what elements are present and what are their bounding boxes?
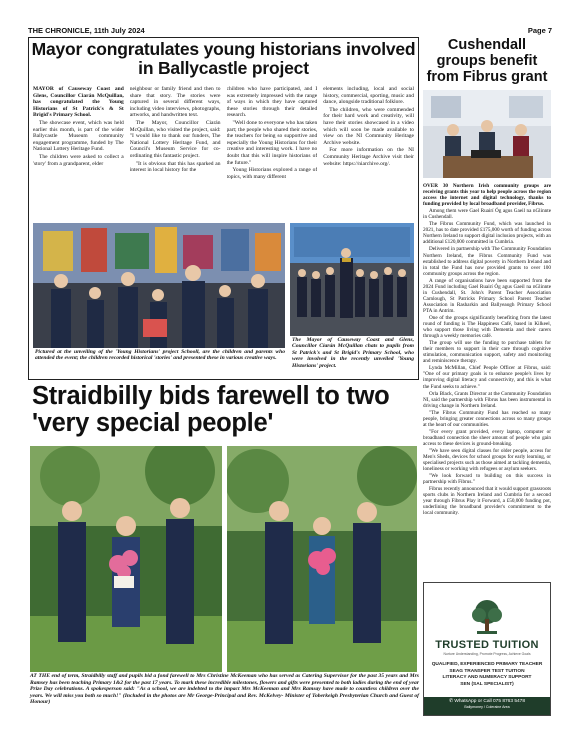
photo-farewell-right-image [227, 446, 417, 672]
advert-trusted-tuition [423, 582, 551, 716]
ad-tagline: Nurture Understanding, Promote Progress, Achieve Goals [443, 652, 531, 656]
paragraph: "Well done to everyone who has taken part; the people who shared their stories, the teachers for being so supportive and especially the Young Historians for their creative and interesting work. I have no doubt that this will inspire historians of the future." [226, 119, 318, 166]
photo-mayor-with-pupils [290, 223, 414, 336]
story-straidbilly [28, 383, 419, 718]
paragraph: Among them were Gael Ruairí Óg agus Gaeil na nGlinnte in Cushendall. [423, 208, 551, 221]
paragraph: "We look forward to building on this success in partnership with Fibrus." [423, 473, 551, 486]
photo-fibrus-grant-image [423, 90, 551, 178]
headline-mayor: Mayor congratulates young historians involved in Ballycastle project [31, 39, 416, 78]
paragraph: Young Historians explored a range of topics, with many different [226, 167, 318, 180]
ad-contact-bar [424, 697, 550, 715]
caption-straidbilly: AT THE end of term, Straidbilly staff and pupils bid a fond farewell to Mrs Christine McKeeman who has served as Catering Supervisor for the past 35 years and Mrs Ramsey has been teaching Primary 1&2 for the past 17 years. To mark these incredible milestones, flowers and gifts were presented to both ladies during the end of year Prize Day celebrations. A spokesperson said: "As a school, we are indebted to the impact Mrs McKeeman and Mrs Ramsay have made to countless children over the years. We will miss you both so much!" (Included in the photos are Mr George-Principal and Rev. McKelvey- Minister of Toberkeigh Presbyterian Church and Guest of Honour) [30, 673, 419, 705]
ad-line-seag: SEAG TRANSFER TEST TUITION [449, 668, 525, 674]
paragraph: The Mayor, Councillor Ciarán McQuillan, who visited the project, said: "I would like to thank our funders, The National Lottery Heritage Fund, and Council's Museum Service for co-ordinating this fantastic project. [129, 119, 221, 159]
photo-fibrus-grant [423, 90, 551, 178]
ad-contact-row [424, 699, 550, 704]
photo-farewell-left [30, 446, 222, 672]
whatsapp-icon: ✆ [448, 699, 453, 704]
ad-line-teacher: QUALIFIED, EXPERIENCED PRIMARY TEACHER [431, 662, 543, 667]
paragraph: Delivered in partnership with The Community Foundation Northern Ireland, the Fibrus Community Fund was established to address digital poverty in Northern Ireland and in total the Fund has now provided grants to over 100 community groups across the region. [423, 246, 551, 277]
paragraph: The children were asked to collect a 'story' from a grandparent, elder [33, 153, 124, 167]
story-mayor-body [33, 86, 414, 216]
paragraph: For more information on the NI Community Heritage Archive visit their website: https://niarchive.org/. [323, 147, 414, 167]
paragraph: elements including, local and social history, commercial, sporting, music and dance, alongside traditional folklore. [323, 86, 414, 106]
ad-line-sen: SEN (SAL SPECIALIST) [460, 681, 514, 687]
paragraph: children who have participated, and I was extremely impressed with the range of ways in which they have captured these stories through their detailed research. [226, 86, 318, 119]
paragraph: neighbour or family friend and then to share that story. The stories were captured in several different ways, including video interviews, photographs, artworks, and handwritten text. [129, 86, 221, 119]
paragraph: The showcase event, which was held earlier this month, is part of the wider Ballycastle Museum community engagement programme, funded by The National Lottery Heritage Fund. [33, 119, 124, 153]
paragraph: "The Fibrus Community Fund has reached so many people, bringing greater connections across so many groups at the heart of our communities. [423, 409, 551, 428]
paragraph: The children, who were commended for their hard work and creativity, will have their stories showcased in a video which will soon be made available to view on the NI Community Heritage Archive website. [323, 106, 414, 146]
photo-young-historians-group [33, 223, 285, 348]
paragraph: Fibrus recently announced that it would support grassroots sports clubs in Northern Ireland and Cumbria for a second year through Fibrus Play it Forward, a £50,000 funding pot, underlining the broadband provider's commitment to the local community. [423, 486, 551, 517]
ad-brand: TRUSTED TUITION [435, 639, 539, 651]
paper-date: THE CHRONICLE, 11th July 2024 [28, 25, 145, 35]
headline-straidbilly: Straidbilly bids farewell to two 'very special people' [32, 382, 390, 437]
story-mayor [28, 37, 419, 380]
caption-mayor-with-pupils: The Mayor of Causeway Coast and Glens, Councillor Ciarán McQuillan chats to pupils from St Patrick's and St Brigid's Primary School, who were involved in the recently unveiled 'Young Historians' project. [292, 337, 414, 369]
photo-farewell-right [227, 446, 417, 672]
paragraph: The group will use the funding to purchase tablets for their members to support in their care through cognitive stimulation, communication support, safety and monitoring and reminiscence therapy. [423, 340, 551, 365]
paragraph: "We have seen digital classes for older people, access for Men's Sheds, devices for school groups for early learning, or specialised projects such as those aimed at tackling dementia, loneliness or working with refugees or asylum seekers. [423, 447, 551, 473]
paragraph: Lynda McMillan, Chief People Officer at Fibrus, said: "One of our primary goals is to enhance people's lives by improving digital literacy and connectivity, and this is what the Fund seeks to achieve." [423, 365, 551, 390]
page-number: Page 7 [527, 25, 552, 35]
masthead [28, 24, 552, 36]
story-mayor-column-4 [323, 86, 414, 216]
story-fibrus-body [423, 183, 551, 516]
paragraph: The Fibrus Community Fund, which was launched in 2021, has to date provided £175,000 worth of funding across Northern Ireland to support digital inclusion projects, with an additional £120,000 committed in Cumbria. [423, 221, 551, 246]
photo-young-historians-group-image [33, 223, 285, 348]
paragraph: "For every grant provided, every laptop, computer or broadband connection the sheer amount of people who gain access to these devices is ground-breaking. [423, 428, 551, 447]
tree-logo-icon [467, 597, 507, 637]
ad-services [424, 662, 550, 688]
paragraph: OVER 30 Northern Irish community groups are receiving grants this year to help people across the region access the internet and digital technology, thanks to funding provided by local broadband provider, Fibrus. [423, 183, 551, 208]
headline-fibrus: Cushendall groups benefit from Fibrus grant [426, 37, 548, 85]
ad-line-literacy: LITERACY AND NUMERACY SUPPORT [442, 675, 532, 681]
paragraph: One of the groups significantly benefiting from the latest round of funding is The Happiness Café, based in Kilkeel, who support those living with Dementia and their carers through a weekly memories café. [423, 314, 551, 340]
paragraph: A range of organisations have been supported from the 2024 Fund including Gael Ruairí Óg agus Gaeil na nGlinnte in Cushendall, St. John's Parent Teacher Association Carnlough, St Patricks Primary School Parent Teacher Association in Rasharkin and Ballyeaogh Primary School PTA in Antrim. [423, 277, 551, 314]
ad-contact: WhatsApp or Call 075 8763 5478 [454, 699, 526, 704]
ad-location: Ballymoney / Coleraine Area [464, 705, 510, 709]
story-mayor-column-1 [33, 86, 124, 216]
paragraph: MAYOR of Causeway Coast and Glens, Councillor Ciarán McQuillan, has congratulated the Young Historians of St Patrick's & St Brigid's Primary School. [33, 86, 124, 119]
caption-young-historians-group: Pictured at the unveiling of the 'Young Historians' project Schooll, are the children and parents who attended the event; the children recorded historical 'stories' and presented these in various creative ways. [35, 349, 285, 362]
paragraph: Orla Black, Grants Director at the Community Foundation NI, said the partnership with Fibrus has been instrumental in driving change in Northern Ireland. [423, 390, 551, 409]
story-mayor-column-2 [130, 86, 221, 216]
story-mayor-column-3 [227, 86, 318, 216]
paragraph: "It is obvious that this has sparked an interest in local history for the [129, 160, 221, 174]
photo-mayor-with-pupils-image [290, 223, 414, 336]
story-fibrus [423, 37, 551, 517]
photo-farewell-left-image [30, 446, 222, 672]
